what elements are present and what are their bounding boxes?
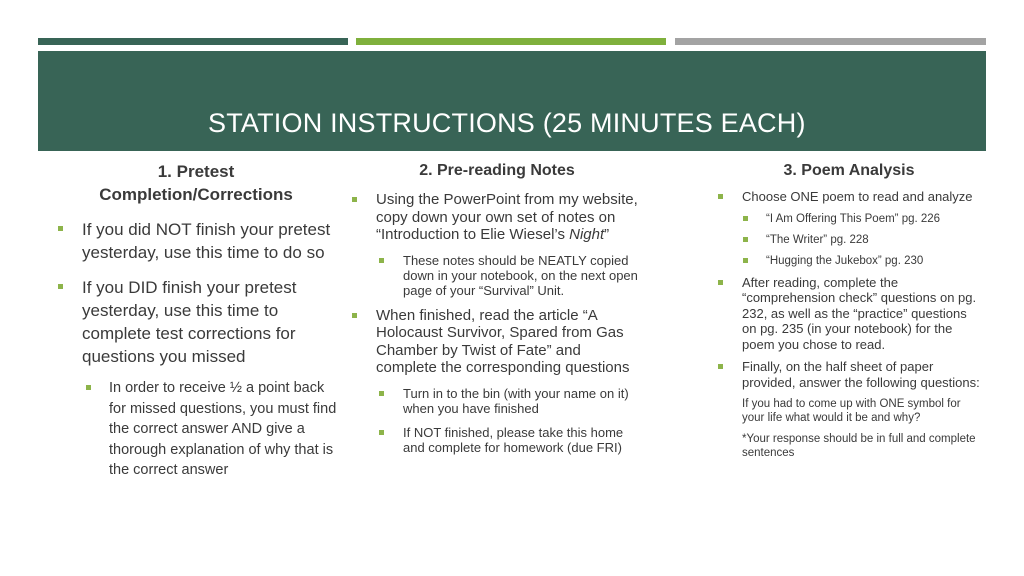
bullet-text: Using the PowerPoint from my website, copy down your own set of notes on “Introduction to Elie Wiesel’s	[376, 191, 638, 243]
square-bullet-icon	[58, 284, 63, 289]
bullet-text: These notes should be NEATLY copied down in your notebook, on the next open page of your “Survival” Unit.	[403, 252, 638, 298]
column-heading-pretest	[50, 160, 342, 206]
sub-list-item	[352, 253, 642, 298]
bullet-list	[718, 189, 980, 460]
poem-title: “Hugging the Jukebox” pg. 230	[766, 254, 924, 267]
bullet-text: When finished, read the article “A Holocaust Survivor, Spared from Gas Chamber by Twist of Fate” and complete the corresponding questions	[376, 306, 630, 376]
poem-list-item	[718, 212, 980, 226]
bullet-list	[50, 218, 342, 481]
poem-title: “I Am Offering This Poem” pg. 226	[766, 212, 941, 225]
bullet-text: If you DID finish your pretest yesterday, use this time to complete test corrections for questions you missed	[82, 278, 297, 366]
square-bullet-icon	[718, 364, 723, 369]
column-heading-prereading: 2. Pre-reading Notes	[419, 162, 575, 179]
square-bullet-icon	[718, 194, 723, 199]
list-item	[718, 359, 980, 390]
bullet-text: Choose ONE poem to read and analyze	[742, 189, 973, 204]
heading-line-1: 1. Pretest	[157, 162, 235, 181]
response-note: *Your response should be in full and complete sentences	[742, 433, 976, 459]
square-bullet-icon	[352, 313, 357, 318]
square-bullet-icon	[718, 280, 723, 285]
square-bullet-icon	[379, 430, 384, 435]
list-item	[50, 276, 342, 368]
bullet-text: In order to receive ½ a point back for missed questions, you must find the correct answer AND give a thorough explanation of why that is the correct answer	[109, 380, 337, 478]
square-bullet-icon	[379, 391, 384, 396]
square-bullet-icon	[379, 258, 384, 263]
column-pretest	[50, 160, 342, 481]
top-bar-gray	[675, 38, 986, 45]
list-item	[718, 275, 980, 353]
poem-list-item	[718, 254, 980, 268]
square-bullet-icon	[352, 197, 357, 202]
square-bullet-icon	[743, 216, 748, 221]
slide-title: STATION INSTRUCTIONS (25 MINUTES EACH)	[208, 108, 806, 138]
bullet-text: After reading, complete the “comprehension check” questions on pg. 232, as well as the “practice” questions on pg. 235 (in your notebook) for the poem you chose to read.	[742, 274, 977, 352]
poem-title: “The Writer” pg. 228	[766, 233, 869, 246]
column-poem-analysis	[718, 160, 980, 460]
question-text: If you had to come up with ONE symbol for your life what would it be and why?	[742, 398, 961, 424]
top-bar-light-green	[356, 38, 666, 45]
square-bullet-icon	[58, 226, 63, 231]
poem-list-item	[718, 233, 980, 247]
heading-line-2: Completion/Corrections	[99, 185, 293, 204]
column-heading-poem-analysis: 3. Poem Analysis	[783, 162, 915, 179]
sub-list-item	[50, 378, 342, 481]
list-item	[50, 218, 342, 264]
list-item	[718, 189, 980, 205]
bullet-text: If NOT finished, please take this home and complete for homework (due FRI)	[403, 424, 624, 455]
column-prereading	[352, 160, 642, 455]
bullet-list	[352, 191, 642, 455]
bullet-text-end: ”	[604, 226, 610, 243]
square-bullet-icon	[86, 385, 91, 390]
square-bullet-icon	[743, 258, 748, 263]
square-bullet-icon	[743, 237, 748, 242]
list-item	[352, 307, 642, 377]
list-item	[352, 191, 642, 244]
bullet-text: Turn in to the bin (with your name on it) when you have finished	[403, 385, 629, 416]
bullet-text: Finally, on the half sheet of paper provided, answer the following questions:	[742, 359, 980, 390]
top-bar-dark-green	[38, 38, 348, 45]
bullet-text: If you did NOT finish your pretest yesterday, use this time to do so	[82, 220, 331, 262]
sub-list-item	[352, 386, 642, 416]
sub-list-item	[352, 425, 642, 455]
book-title: Night	[569, 226, 605, 243]
